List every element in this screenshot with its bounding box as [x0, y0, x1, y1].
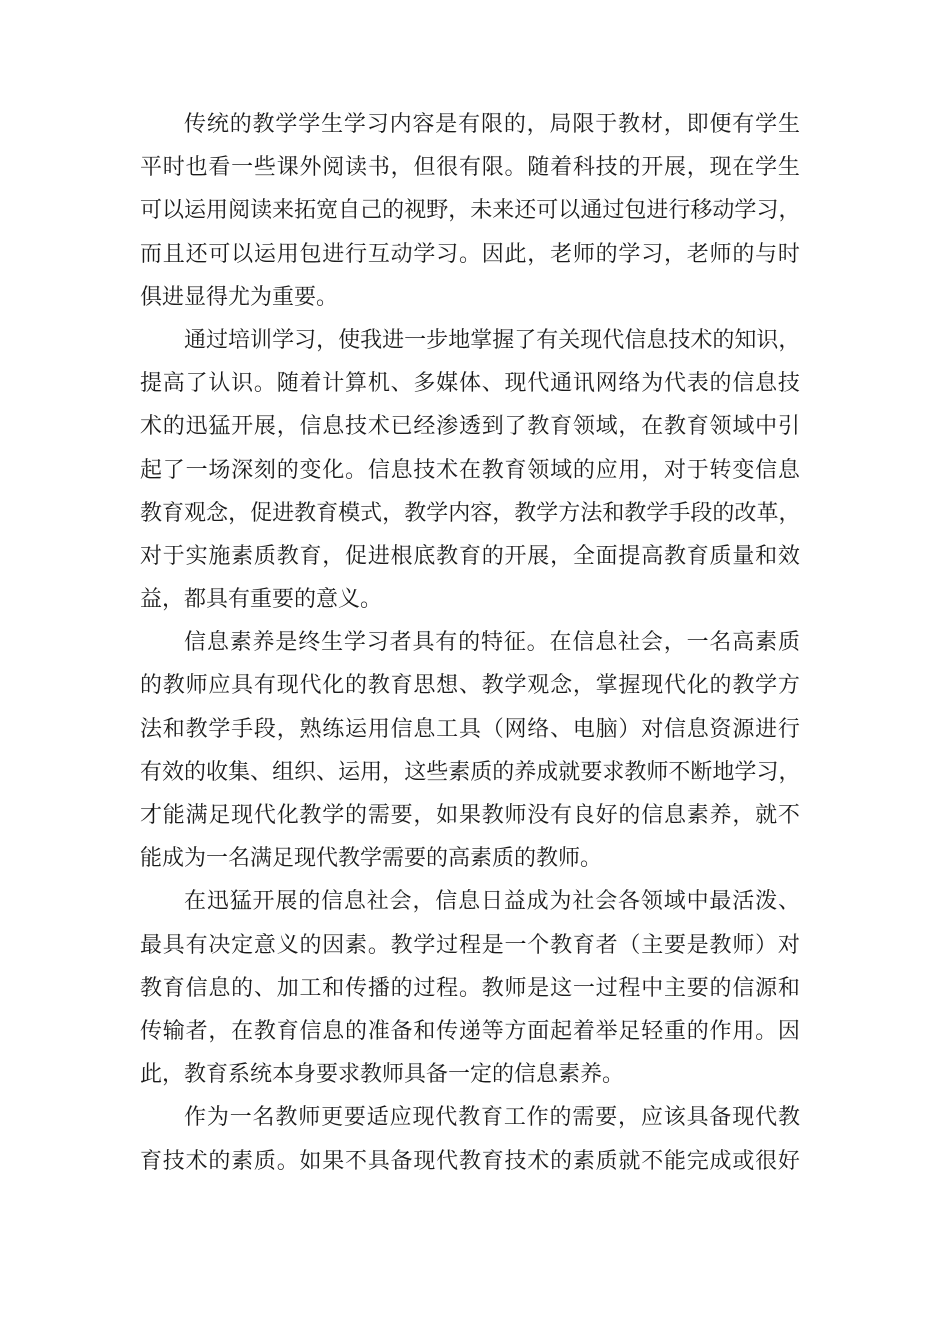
- text-line: 在 迅 猛 开 展 的 信 息 社 会 ， 信 息 日 益 成 为 社 会 各 领 域 中 最 活 泼 、: [184, 889, 800, 915]
- text-line: 提 高 了 认 识 。 随 着 计 算 机 、 多 媒 体 、 现 代 通 讯 网 络 为 代 表 的 信 息 技: [140, 371, 800, 397]
- text-line: 术 的 迅 猛 开 展 ， 信 息 技 术 已 经 渗 透 到 了 教 育 领 域 ， 在 教 育 领 域 中 引: [140, 414, 800, 440]
- text-line: 传 统 的 教 学 学 生 学 习 内 容 是 有 限 的 ， 局 限 于 教 材 ， 即 便 有 学 生: [184, 112, 800, 137]
- text-line: 才 能 满 足 现 代 化 教 学 的 需 要 ， 如 果 教 师 没 有 良 好 的 信 息 素 养 ， 就 不: [140, 803, 800, 828]
- paragraph: [140, 621, 800, 880]
- text-line: 俱进显得尤为重要。: [140, 284, 339, 310]
- text-line: 有 效 的 收 集 、 组 织 、 运 用 ， 这 些 素 质 的 养 成 就 要 求 教 师 不 断 地 学 习 ，: [140, 759, 801, 785]
- text-line: 信 息 素 养 是 终 生 学 习 者 具 有 的 特 征 。 在 信 息 社 会 ， 一 名 高 素 质: [184, 630, 800, 656]
- text-line: 平 时 也 看 一 些 课 外 阅 读 书 ， 但 很 有 限 。 随 着 科 技 的 开 展 ， 现 在 学 生: [140, 155, 800, 181]
- paragraph: [140, 1096, 800, 1182]
- paragraph: [140, 319, 800, 621]
- text-line: 起 了 一 场 深 刻 的 变 化 。 信 息 技 术 在 教 育 领 域 的 应 用 ， 对 于 转 变 信 息: [140, 457, 800, 483]
- text-line: 此，教育系统本身要求教师具备一定的信息素养。: [140, 1062, 625, 1088]
- text-line: 法 和 教 学 手 段 ， 熟 练 运 用 信 息 工 具 （ 网 络 、 电 脑 ） 对 信 息 资 源 进 行: [140, 716, 800, 742]
- text-line: 益，都具有重要的意义。: [140, 587, 383, 613]
- text-line: 教 育 观 念 ， 促 进 教 育 模 式 ， 教 学 内 容 ， 教 学 方 法 和 教 学 手 段 的 改 革 ，: [140, 500, 801, 526]
- text-line: 育 技 术 的 素 质 。 如 果 不 具 备 现 代 教 育 技 术 的 素 质 就 不 能 完 成 或 很 好: [140, 1148, 800, 1174]
- paragraph: [140, 103, 800, 319]
- text-line: 通 过 培 训 学 习 ， 使 我 进 一 步 地 掌 握 了 有 关 现 代 信 息 技 术 的 知 识 ，: [184, 327, 801, 353]
- text-line: 传 输 者 ， 在 教 育 信 息 的 准 备 和 传 递 等 方 面 起 着 举 足 轻 重 的 作 用 。 因: [140, 1018, 800, 1044]
- paragraph: [140, 880, 800, 1096]
- text-line: 能成为一名满足现代教学需要的高素质的教师。: [140, 846, 603, 872]
- text-line: 教 育 信 息 的 、 加 工 和 传 播 的 过 程 。 教 师 是 这 一 过 程 中 主 要 的 信 源 和: [140, 975, 800, 1001]
- text-line: 的 教 师 应 具 有 现 代 化 的 教 育 思 想 、 教 学 观 念 ， 掌 握 现 代 化 的 教 学 方: [140, 673, 800, 699]
- body-text: [140, 103, 800, 1183]
- text-line: 作 为 一 名 教 师 更 要 适 应 现 代 教 育 工 作 的 需 要 ， 应 该 具 备 现 代 教: [184, 1105, 800, 1131]
- text-line: 最 具 有 决 定 意 义 的 因 素 。 教 学 过 程 是 一 个 教 育 者 （ 主 要 是 教 师 ） 对: [140, 932, 800, 958]
- text-line: 可 以 运 用 阅 读 来 拓 宽 自 己 的 视 野 ， 未 来 还 可 以 通 过 包 进 行 移 动 学 习 ，: [140, 198, 801, 224]
- text-line: 对 于 实 施 素 质 教 育 ， 促 进 根 底 教 育 的 开 展 ， 全 面 提 高 教 育 质 量 和 效: [140, 543, 800, 569]
- text-line: 而 且 还 可 以 运 用 包 进 行 互 动 学 习 。 因 此 ， 老 师 的 学 习 ， 老 师 的 与 时: [140, 241, 800, 267]
